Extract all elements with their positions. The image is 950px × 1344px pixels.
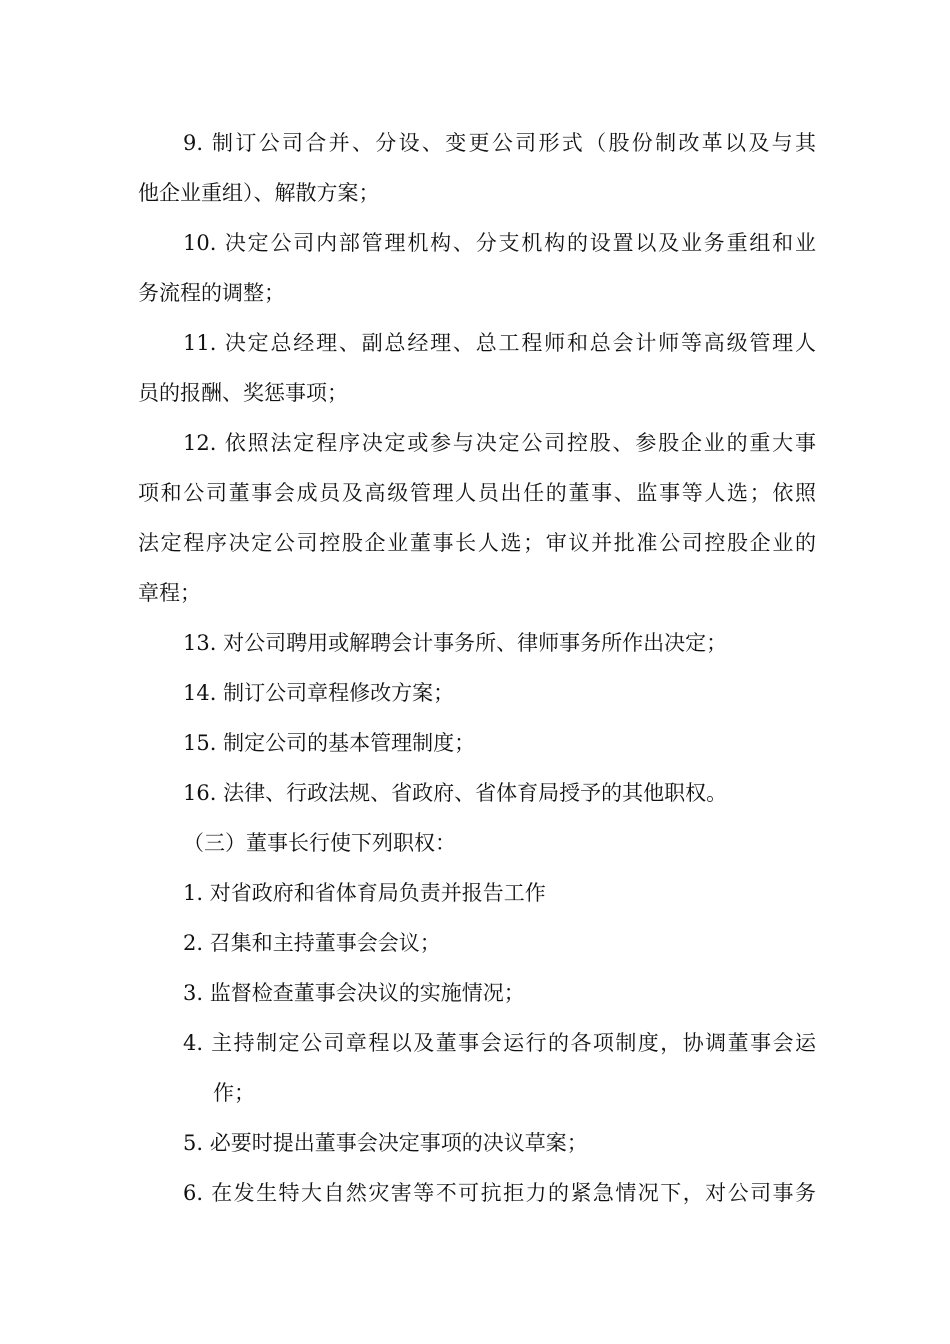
chairman-item-4-line-2: 作； — [213, 1081, 255, 1105]
chairman-item-4-line-1: 4. 主持制定公司章程以及董事会运行的各项制度，协调董事会运 — [183, 1031, 816, 1055]
item-15: 15. 制定公司的基本管理制度； — [183, 731, 476, 755]
item-11-line-1: 11. 决定总经理、副总经理、总工程师和总会计师等高级管理人 — [183, 331, 816, 355]
chairman-item-1: 1. 对省政府和省体育局负责并报告工作 — [183, 881, 546, 905]
chairman-item-6-line-1: 6. 在发生特大自然灾害等不可抗拒力的紧急情况下，对公司事务 — [183, 1181, 816, 1205]
item-12-line-3: 法定程序决定公司控股企业董事长人选；审议并批准公司控股企业的 — [138, 531, 816, 555]
item-16: 16. 法律、行政法规、省政府、省体育局授予的其他职权。 — [183, 781, 728, 805]
chairman-item-2: 2. 召集和主持董事会会议； — [183, 931, 441, 955]
chairman-item-5: 5. 必要时提出董事会决定事项的决议草案； — [183, 1131, 588, 1155]
item-9-line-2: 他企业重组）、解散方案； — [138, 181, 380, 205]
item-12-line-1: 12. 依照法定程序决定或参与决定公司控股、参股企业的重大事 — [183, 431, 816, 455]
item-12-line-4: 章程； — [138, 581, 201, 605]
item-13: 13. 对公司聘用或解聘会计事务所、律师事务所作出决定； — [183, 631, 728, 655]
item-10-line-1: 10. 决定公司内部管理机构、分支机构的设置以及业务重组和业 — [183, 231, 816, 255]
chairman-item-3: 3. 监督检查董事会决议的实施情况； — [183, 981, 525, 1005]
item-14: 14. 制订公司章程修改方案； — [183, 681, 455, 705]
item-10-line-2: 务流程的调整； — [138, 281, 285, 305]
item-11-line-2: 员的报酬、奖惩事项； — [138, 381, 348, 405]
section-heading-chairman: （三）董事长行使下列职权： — [183, 831, 456, 855]
item-9-line-1: 9. 制订公司合并、分设、变更公司形式（股份制改革以及与其 — [183, 131, 816, 155]
item-12-line-2: 项和公司董事会成员及高级管理人员出任的董事、监事等人选；依照 — [138, 481, 816, 505]
